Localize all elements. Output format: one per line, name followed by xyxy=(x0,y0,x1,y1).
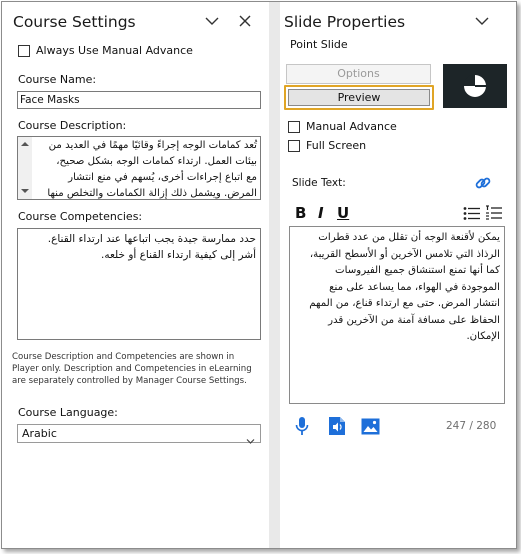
course-name-input[interactable] xyxy=(17,91,261,109)
link-icon[interactable] xyxy=(474,174,492,196)
course-competencies-label: Course Competencies: xyxy=(18,210,143,223)
image-icon[interactable] xyxy=(361,418,380,439)
chevron-down-icon[interactable] xyxy=(204,13,220,29)
slide-thumbnail[interactable] xyxy=(443,64,507,108)
italic-button[interactable]: I xyxy=(318,204,324,222)
course-competencies-text: حدد ممارسة جيدة يجب اتباعها عند ارتداء القناع. أشر إلى كيفية ارتداء القناع أو خلعه. xyxy=(47,233,256,261)
slide-properties-panel xyxy=(280,2,516,548)
options-button[interactable]: Options xyxy=(286,64,431,84)
course-settings-note: Course Description and Competencies are shown in Player only. Description and Competencies in eLearning are separately controlled by Manager Course Settings. xyxy=(12,352,252,386)
audio-file-icon[interactable] xyxy=(328,416,346,440)
full-screen-label: Full Screen xyxy=(306,139,367,152)
always-manual-advance-checkbox[interactable] xyxy=(18,45,30,57)
panel-divider[interactable] xyxy=(269,2,280,548)
bullet-list-icon[interactable] xyxy=(463,206,481,225)
course-language-select[interactable] xyxy=(17,424,261,443)
underline-button[interactable]: U xyxy=(337,204,350,222)
course-name-value: Face Masks xyxy=(20,94,80,106)
scroll-down-icon[interactable] xyxy=(21,189,29,193)
course-competencies-textarea[interactable] xyxy=(17,228,261,340)
manual-advance-checkbox[interactable] xyxy=(288,121,300,133)
preview-highlight xyxy=(284,85,434,110)
course-language-value: Arabic xyxy=(22,427,57,440)
slide-text-content: يمكن لأقنعة الوجه أن تقلل من عدد قطرات الرذاذ التي تلامس الآخرين أو الأسطح القريبة، كما أنها تمنع استنشاق جميع الفيروسات الموجودة في الهواء، مما يساعد على منع انتشار المرض. حتى مع ارتداء قناع، من المهم الحفاظ على مسافة آمنة من الآخرين قدر الإمكان. xyxy=(309,232,500,342)
course-language-label: Course Language: xyxy=(18,406,118,419)
manual-advance-label: Manual Advance xyxy=(306,120,397,133)
course-settings-panel xyxy=(2,2,269,548)
close-icon[interactable] xyxy=(237,13,253,29)
preview-button[interactable]: Preview xyxy=(288,89,430,106)
character-counter: 247 / 280 xyxy=(446,420,497,432)
course-name-label: Course Name: xyxy=(18,73,97,86)
description-scrollbar[interactable] xyxy=(18,137,32,199)
full-screen-checkbox[interactable] xyxy=(288,140,300,152)
course-settings-window xyxy=(1,1,517,549)
editor-toolbar xyxy=(289,203,507,225)
microphone-icon[interactable] xyxy=(294,416,310,440)
course-description-label: Course Description: xyxy=(18,119,127,132)
course-settings-title: Course Settings xyxy=(13,13,136,31)
course-description-text: تُعد كمامات الوجه إجراءً وقائيًا مهمًا في العديد من بيئات العمل. ارتداء كمامات الوجه بشكل صحيح، مع اتباع إجراءات أخرى، يُسهم في منع انتشار المرض. ويشمل ذلك إزالة الكمامات والتخلص منها xyxy=(47,140,257,199)
course-description-textarea[interactable] xyxy=(17,136,261,200)
chevron-down-icon[interactable] xyxy=(474,13,490,29)
bold-button[interactable]: B xyxy=(295,204,307,222)
slide-text-editor[interactable] xyxy=(289,226,505,404)
dropdown-chevron-icon xyxy=(246,430,255,449)
numbered-list-icon[interactable] xyxy=(485,205,503,225)
scroll-up-icon[interactable] xyxy=(21,142,29,146)
always-manual-advance-label: Always Use Manual Advance xyxy=(36,44,193,57)
pie-chart-icon xyxy=(463,74,487,102)
slide-type-label: Point Slide xyxy=(290,38,348,51)
slide-properties-title: Slide Properties xyxy=(284,13,406,31)
slide-text-label: Slide Text: xyxy=(292,177,346,189)
